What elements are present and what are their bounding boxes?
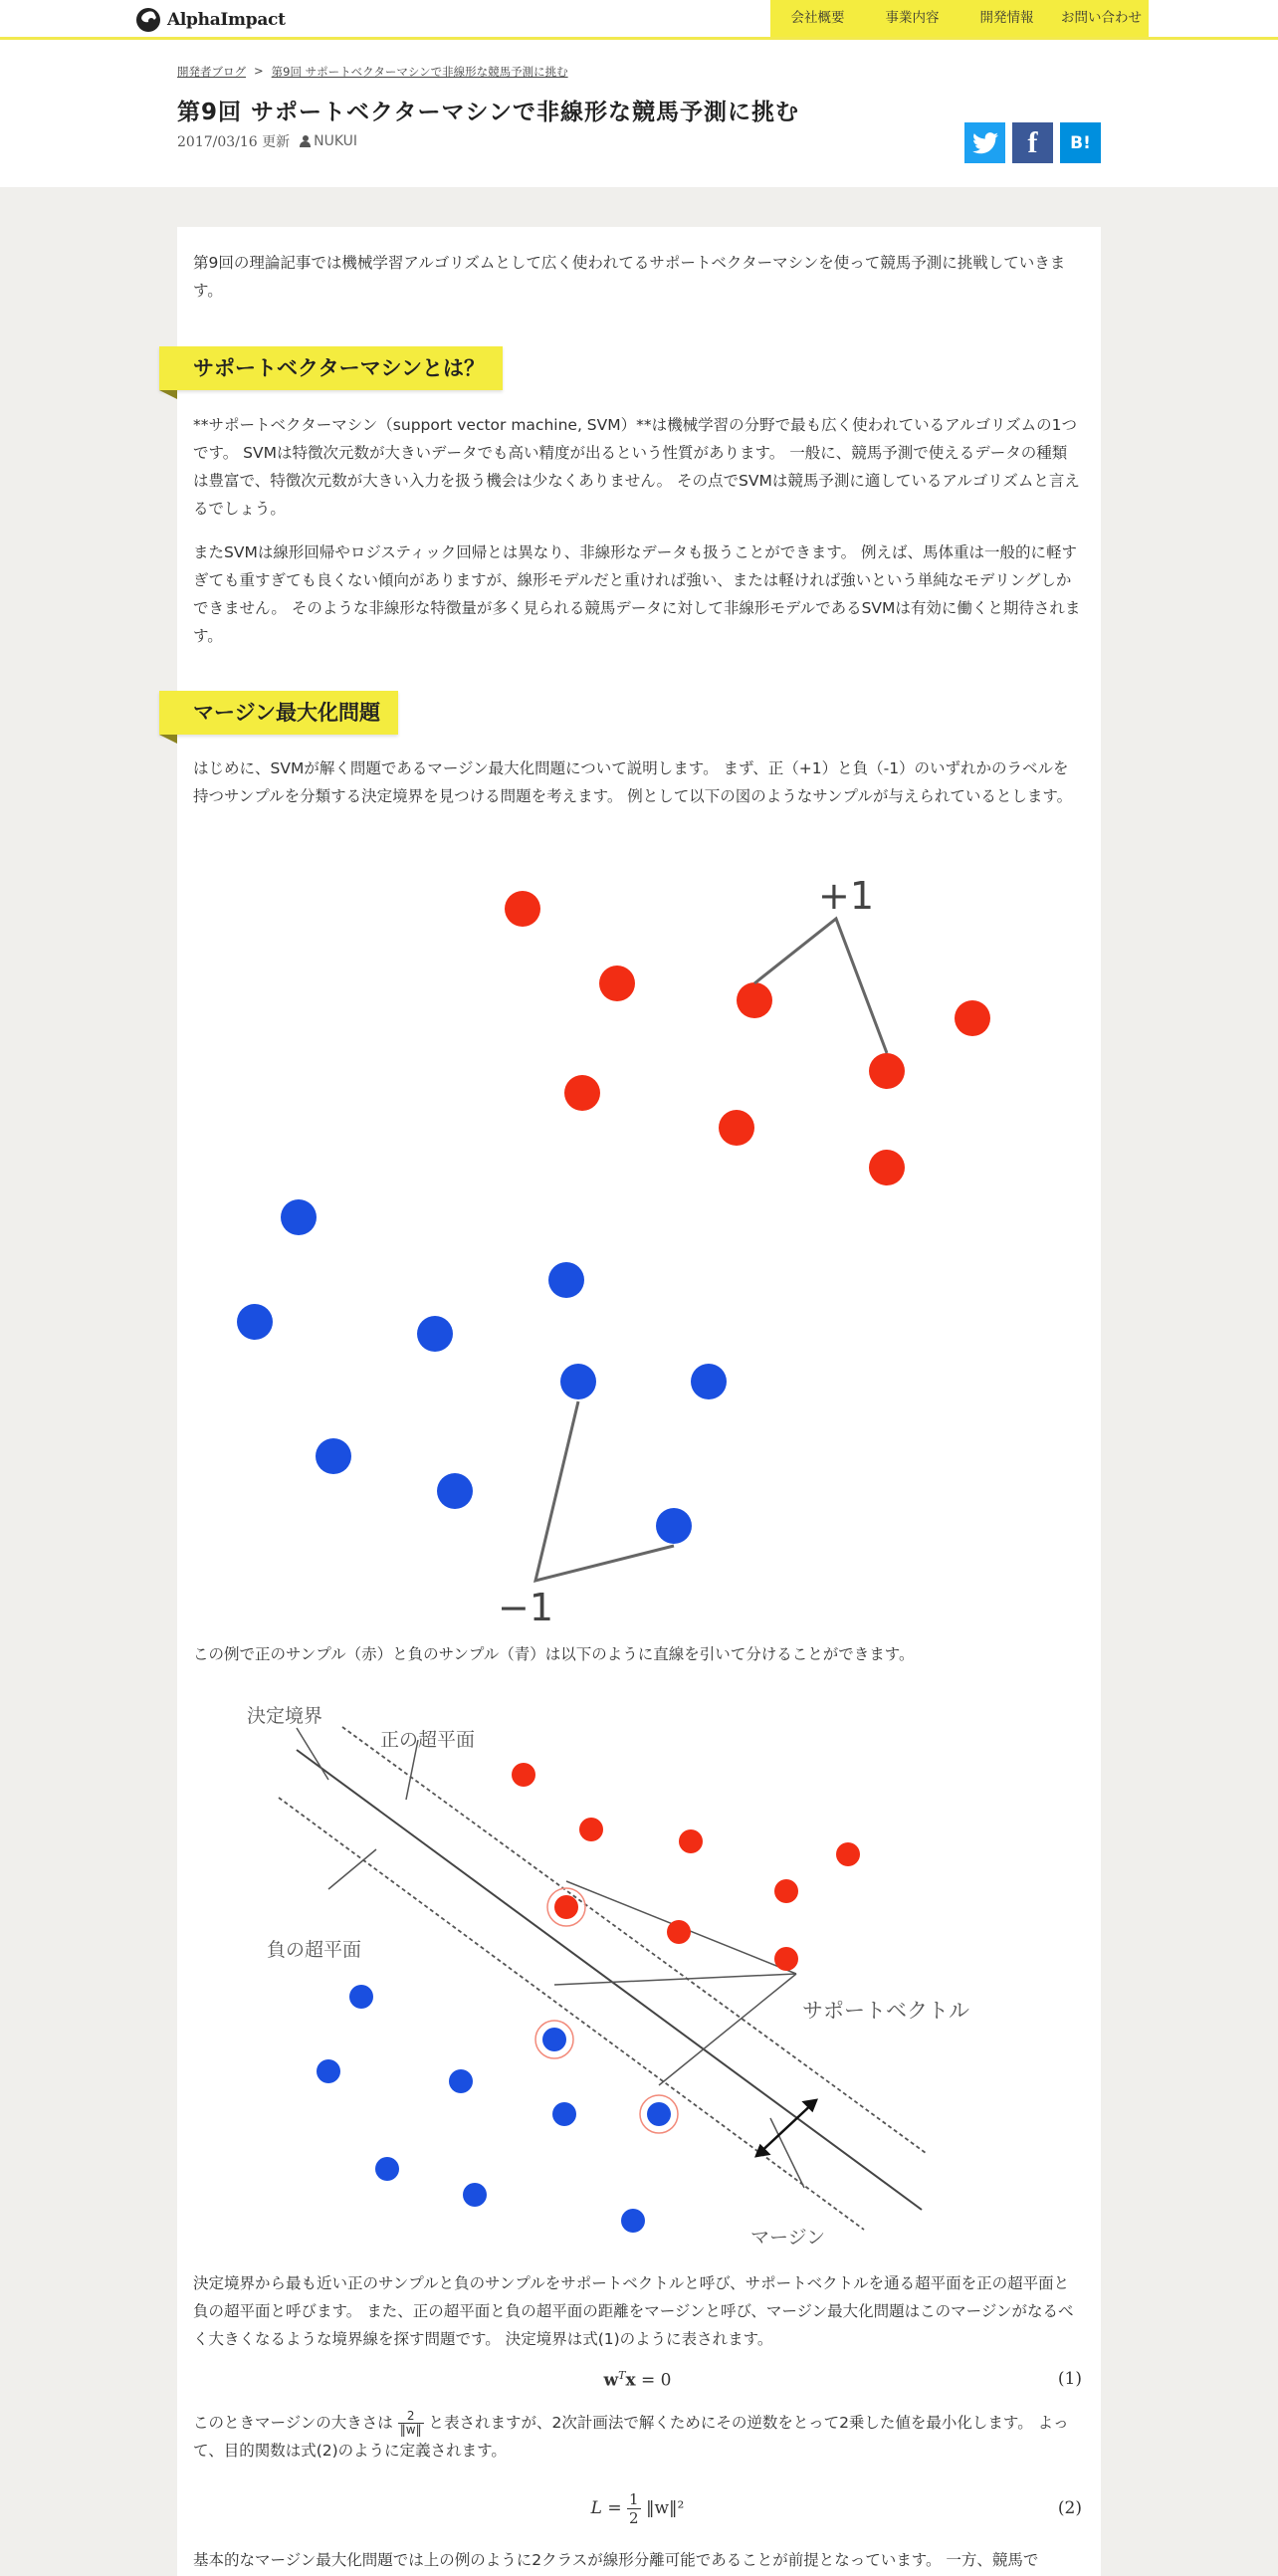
- global-nav: [770, 0, 1149, 37]
- positive-samples: [505, 891, 990, 1185]
- positive-sample: [564, 1075, 600, 1111]
- paragraph-svm-1: **サポートベクターマシン（support vector machine, SVM）**は機械学習の分野で最も広く使われているアルゴリズムの1つです。 SVMは特徴次元数が大きいデータでも高い精度が出るという性質があります。 一般に、競馬予測で使えるデータの種類は豊富で、特徴次元数が大きい入力を扱う機会は少なくありません。 その点でSVMは競馬予測に適しているアルゴリズムと言えるでしょう。: [193, 416, 1080, 518]
- article-header: [0, 40, 1278, 187]
- positive-hyperplane-label: 正の超平面: [380, 1729, 476, 1751]
- paragraph-margin-3: 決定境界から最も近い正のサンプルと負のサンプルをサポートベクトルと呼び、サポートベクトルを通る超平面を正の超平面と負の超平面と呼びます。 また、正の超平面と負の超平面の距離をマージンと呼び、マージン最大化問題はこのマージンがなるべく大きくなるような境界線を探す問題です。 決定境界は式(1)のように表されます。: [193, 2274, 1074, 2348]
- nav-development[interactable]: 開発情報: [979, 10, 1034, 26]
- author-name: NUKUI: [314, 133, 358, 149]
- header-wave-divider: [0, 169, 1278, 194]
- article-meta: [177, 131, 357, 151]
- equation-2: [193, 2484, 1082, 2540]
- equation-1-body: $w^Tx = 0$: [603, 2369, 672, 2391]
- support-vector-negative: [647, 2102, 671, 2126]
- breadcrumb: [177, 64, 568, 80]
- nav-business[interactable]: 事業内容: [885, 10, 940, 26]
- negative-hyperplane-line: [279, 1798, 864, 2230]
- negative-sample: [621, 2209, 645, 2233]
- positive-sample: [512, 1763, 535, 1787]
- paragraph-margin-2: この例で正のサンプル（赤）と負のサンプル（青）は以下のように直線を引いて分けることができます。: [193, 1645, 915, 1663]
- author[interactable]: [300, 133, 357, 149]
- negative-sample: [560, 1364, 596, 1399]
- negative-sample: [281, 1199, 317, 1235]
- support-vectors-label: サポートベクトル: [802, 1999, 969, 2023]
- hatena-icon: B!: [1070, 132, 1091, 153]
- positive-label: +1: [818, 874, 875, 918]
- figure-sample-points: [217, 864, 1053, 1640]
- negative-sample: [317, 2059, 340, 2083]
- logo-text: AlphaImpact: [167, 10, 286, 30]
- positive-hyperplane-line: [342, 1727, 926, 2153]
- paragraph-margin-5: 基本的なマージン最大化問題では上の例のように2クラスが線形分離可能であることが前提となっています。 一方、競馬で: [193, 2551, 1039, 2569]
- negative-sample: [548, 1262, 584, 1298]
- negative-sample: [437, 1473, 473, 1509]
- positive-sample: [737, 982, 772, 1018]
- nav-contact[interactable]: お問い合わせ: [1061, 10, 1142, 26]
- negative-pointer: [535, 1401, 674, 1581]
- facebook-share-button[interactable]: [1012, 122, 1053, 163]
- negative-sample: [417, 1316, 453, 1352]
- negative-sample: [463, 2183, 487, 2207]
- positive-sample: [869, 1053, 905, 1089]
- section-heading-svm: サポートベクターマシンとは？: [159, 346, 503, 390]
- person-icon: [300, 135, 311, 147]
- positive-sample: [719, 1110, 754, 1146]
- nav-company[interactable]: 会社概要: [790, 10, 845, 26]
- positive-samples: [512, 1763, 860, 1971]
- breadcrumb-separator: >: [254, 64, 264, 78]
- margin-fraction: $\frac{2}{‖w‖}$: [399, 2409, 422, 2437]
- positive-sample: [955, 1000, 990, 1036]
- positive-sample: [579, 1818, 603, 1841]
- positive-sample: [679, 1829, 703, 1853]
- breadcrumb-current-link[interactable]: 第9回 サポートベクターマシンで非線形な競馬予測に挑む: [271, 65, 568, 79]
- article-body: [177, 227, 1101, 2576]
- paragraph-margin-4-before: このときマージンの大きさは: [193, 2414, 393, 2432]
- negative-samples: [317, 1985, 671, 2233]
- negative-sample: [237, 1304, 273, 1340]
- margin-hyperplanes: [279, 1727, 926, 2230]
- negative-hyperplane-label: 負の超平面: [267, 1939, 362, 1961]
- negative-sample: [316, 1438, 351, 1474]
- negative-samples: [237, 1199, 727, 1544]
- updated-date: 2017/03/16 更新: [177, 134, 291, 150]
- margin-label: マージン: [750, 2227, 826, 2249]
- equation-1-number: (1): [1057, 2369, 1082, 2389]
- paragraph-margin-4-after: と表されますが、2次計画法で解くためにその逆数をとって2乗した値を最小化します。 よって、目的関数は式(2)のように定義されます。: [193, 2414, 1069, 2460]
- logo-icon: [136, 8, 160, 32]
- figure-decision-boundary: [217, 1690, 1053, 2248]
- margin-arrow: [756, 2100, 816, 2156]
- site-logo[interactable]: [136, 8, 286, 32]
- positive-sample: [869, 1150, 905, 1185]
- positive-sample: [667, 1920, 691, 1944]
- paragraph-margin-4: [193, 2409, 1082, 2465]
- negative-sample: [449, 2069, 473, 2093]
- label-pointers: [297, 1728, 804, 2188]
- positive-pointer: [754, 919, 887, 1053]
- intro-paragraph: 第9回の理論記事では機械学習アルゴリズムとして広く使われてるサポートベクターマシンを使って競馬予測に挑戦していきます。: [193, 254, 1066, 300]
- hatena-bookmark-button[interactable]: [1060, 122, 1101, 163]
- support-vector-rings: [535, 1888, 678, 2133]
- page-title: 第9回 サポートベクターマシンで非線形な競馬予測に挑む: [177, 100, 799, 125]
- positive-sample: [505, 891, 540, 927]
- equation-2-number: (2): [1057, 2498, 1082, 2518]
- equation-1: [193, 2369, 1082, 2409]
- positive-sample: [836, 1842, 860, 1866]
- site-header: [0, 0, 1278, 40]
- negative-sample: [349, 1985, 373, 2009]
- support-vector-positive: [554, 1895, 578, 1919]
- twitter-icon: [972, 132, 998, 154]
- support-vector-negative: [542, 2028, 566, 2051]
- equation-2-body: L = $\frac{1}{2}$ ‖w‖²: [590, 2490, 685, 2527]
- breadcrumb-blog-link[interactable]: 開発者ブログ: [177, 65, 246, 79]
- negative-sample: [552, 2102, 576, 2126]
- negative-sample: [691, 1364, 727, 1399]
- positive-sample: [774, 1879, 798, 1903]
- decision-boundary-label: 決定境界: [247, 1705, 323, 1727]
- negative-label: −1: [498, 1586, 554, 1629]
- decision-boundary-line: [297, 1750, 922, 2210]
- section-heading-margin: マージン最大化問題: [159, 691, 398, 735]
- twitter-share-button[interactable]: [964, 122, 1005, 163]
- negative-sample: [375, 2157, 399, 2181]
- paragraph-svm-2: またSVMは線形回帰やロジスティック回帰とは異なり、非線形なデータも扱うことができます。 例えば、馬体重は一般的に軽すぎても重すぎても良くない傾向がありますが、線形モデルだと重ければ強い、または軽ければ強いという単純なモデリングしかできません。 そのような非線形な特徴量が多く見られる競馬データに対して非線形モデルであるSVMは有効に働くと期待されます。: [193, 543, 1081, 645]
- facebook-icon: f: [1027, 125, 1038, 159]
- paragraph-margin-1: はじめに、SVMが解く問題であるマージン最大化問題について説明します。 まず、正（+1）と負（-1）のいずれかのラベルを持つサンプルを分類する決定境界を見つける問題を考えます。 例として以下の図のようなサンプルが与えられているとします。: [193, 759, 1073, 805]
- positive-sample: [774, 1947, 798, 1971]
- positive-sample: [599, 966, 635, 1001]
- negative-sample: [656, 1508, 692, 1544]
